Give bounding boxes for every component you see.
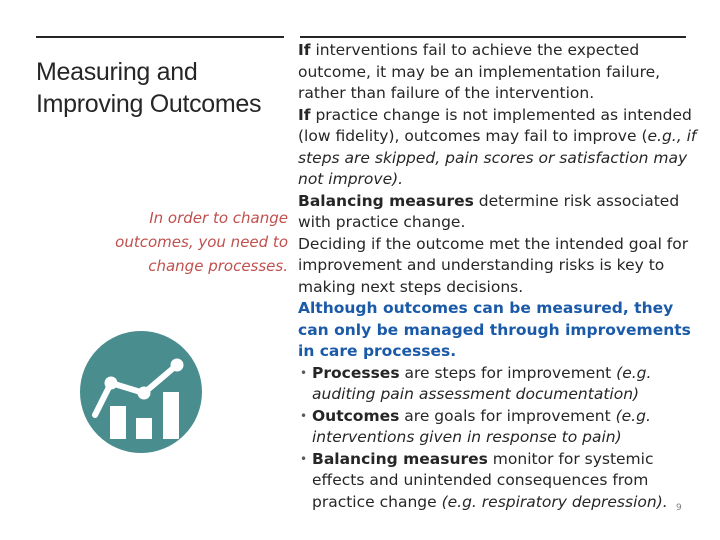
bullet-list xyxy=(298,363,698,514)
paragraph-4: Deciding if the outcome met the intended goal for improvement and understanding risks is key to making next steps decisions. xyxy=(298,234,689,296)
slide-title: Measuring and Improving Outcomes xyxy=(36,58,262,118)
list-item: • Balancing measures monitor for systemic effects and unintended consequences from practice change (e.g. respiratory depression). xyxy=(298,449,698,514)
body-rule xyxy=(300,36,686,38)
quote-text: In order to change outcomes, you need to change processes. xyxy=(115,209,288,275)
body-text xyxy=(298,40,698,513)
paragraph-2: If practice change is not implemented as intended (low fidelity), outcomes may fail to improve (e.g., if steps are skipped, pain scores or satisfaction may not improve). xyxy=(298,105,697,188)
paragraph-1: If interventions fail to achieve the expected outcome, it may be an implementation failure, rather than failure of the intervention. xyxy=(298,41,661,102)
list-item: • Outcomes are goals for improvement (e.g. interventions given in response to pain) xyxy=(298,406,698,449)
paragraph-3: Balancing measures determine risk associated with practice change. xyxy=(298,191,680,231)
page-number: 9 xyxy=(676,503,682,513)
paragraph-5: Although outcomes can be measured, they can only be managed through improvements in care processes. xyxy=(298,299,691,360)
chart-growth-icon xyxy=(80,331,202,453)
list-item: • Processes are steps for improvement (e.g. auditing pain assessment documentation) xyxy=(298,363,698,406)
title-rule xyxy=(36,36,284,38)
